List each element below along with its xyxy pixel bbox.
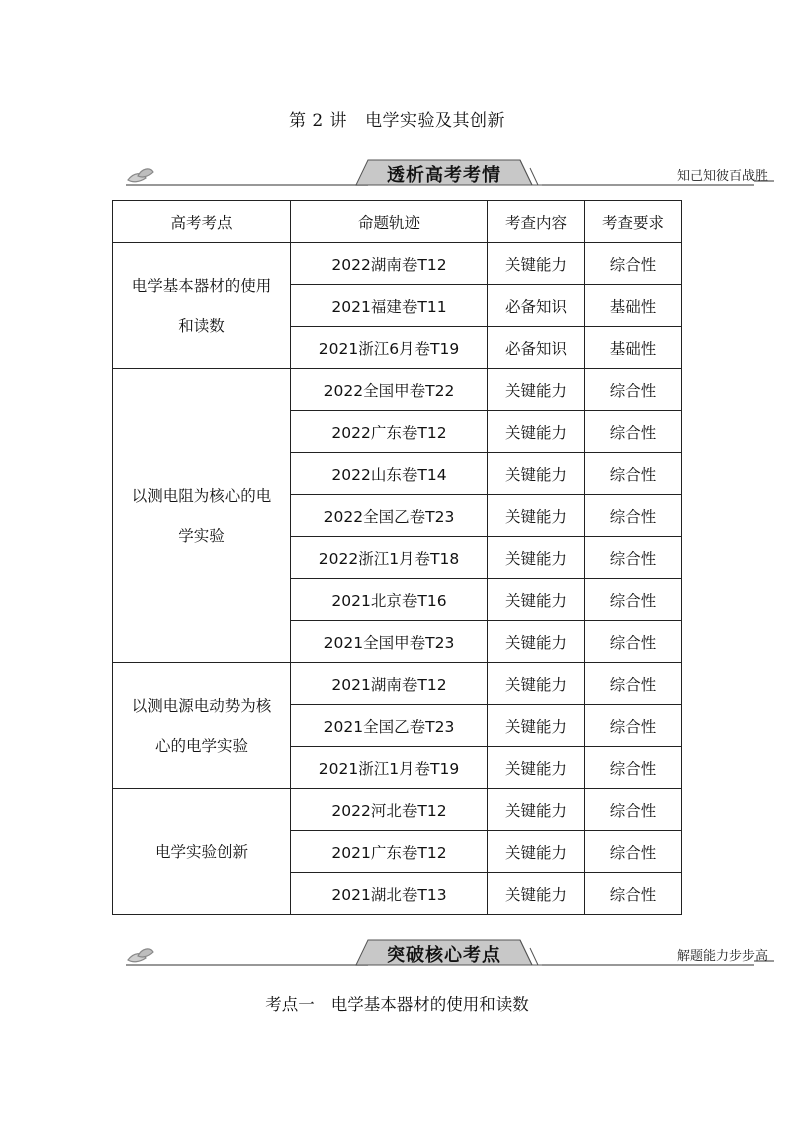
content-cell: 关键能力: [488, 831, 585, 873]
table-row: [113, 369, 682, 411]
track-cell: 2021浙江6月卷T19: [291, 327, 488, 369]
table-row: [113, 663, 682, 705]
table-header-row: [113, 201, 682, 243]
content-cell: 必备知识: [488, 327, 585, 369]
content-cell: 关键能力: [488, 747, 585, 789]
column-header: 考查要求: [585, 201, 682, 243]
content-cell: 关键能力: [488, 243, 585, 285]
content-cell: 关键能力: [488, 789, 585, 831]
column-header: 命题轨迹: [291, 201, 488, 243]
column-header: 高考考点: [113, 201, 291, 243]
track-cell: 2021福建卷T11: [291, 285, 488, 327]
track-cell: 2022全国甲卷T22: [291, 369, 488, 411]
content-cell: 关键能力: [488, 369, 585, 411]
requirement-cell: 综合性: [585, 453, 682, 495]
requirement-cell: 综合性: [585, 579, 682, 621]
track-cell: 2021北京卷T16: [291, 579, 488, 621]
content-cell: 关键能力: [488, 453, 585, 495]
content-cell: 关键能力: [488, 663, 585, 705]
requirement-cell: 综合性: [585, 369, 682, 411]
table-row: [113, 243, 682, 285]
exam-point-cell: 以测电源电动势为核心的电学实验: [113, 663, 291, 789]
content-cell: 关键能力: [488, 705, 585, 747]
track-cell: 2022河北卷T12: [291, 789, 488, 831]
track-cell: 2022浙江1月卷T18: [291, 537, 488, 579]
banner-title: 透析高考考情: [387, 165, 501, 186]
requirement-cell: 综合性: [585, 411, 682, 453]
exam-point-cell: 电学实验创新: [113, 789, 291, 915]
banner-core-points: [122, 938, 774, 968]
banner-slogan: 解题能力步步高: [676, 949, 768, 964]
requirement-cell: 综合性: [585, 873, 682, 915]
track-cell: 2021湖北卷T13: [291, 873, 488, 915]
track-cell: 2022广东卷T12: [291, 411, 488, 453]
leaf-icon: [128, 169, 153, 182]
table-row: [113, 789, 682, 831]
requirement-cell: 基础性: [585, 285, 682, 327]
track-cell: 2022全国乙卷T23: [291, 495, 488, 537]
track-cell: 2022湖南卷T12: [291, 243, 488, 285]
column-header: 考查内容: [488, 201, 585, 243]
requirement-cell: 综合性: [585, 243, 682, 285]
requirement-cell: 综合性: [585, 495, 682, 537]
exam-point-cell: 以测电阻为核心的电学实验: [113, 369, 291, 663]
exam-point-cell: 电学基本器材的使用和读数: [113, 243, 291, 369]
banner-exam-analysis: [122, 158, 774, 188]
requirement-cell: 综合性: [585, 789, 682, 831]
content-cell: 关键能力: [488, 873, 585, 915]
section-number: 考点一: [265, 995, 315, 1014]
banner-title: 突破核心考点: [387, 945, 501, 966]
requirement-cell: 综合性: [585, 831, 682, 873]
track-cell: 2021全国乙卷T23: [291, 705, 488, 747]
track-cell: 2021广东卷T12: [291, 831, 488, 873]
leaf-icon: [128, 949, 153, 962]
requirement-cell: 基础性: [585, 327, 682, 369]
requirement-cell: 综合性: [585, 663, 682, 705]
content-cell: 关键能力: [488, 411, 585, 453]
content-cell: 关键能力: [488, 495, 585, 537]
exam-analysis-table: [112, 200, 682, 915]
content-cell: 关键能力: [488, 579, 585, 621]
content-cell: 必备知识: [488, 285, 585, 327]
requirement-cell: 综合性: [585, 705, 682, 747]
lecture-number: 第 2 讲: [288, 111, 348, 131]
banner-slogan: 知己知彼百战胜: [676, 169, 768, 184]
track-cell: 2021湖南卷T12: [291, 663, 488, 705]
lecture-title: [0, 106, 794, 131]
lecture-name: 电学实验及其创新: [365, 111, 506, 131]
requirement-cell: 综合性: [585, 621, 682, 663]
track-cell: 2021全国甲卷T23: [291, 621, 488, 663]
content-cell: 关键能力: [488, 537, 585, 579]
requirement-cell: 综合性: [585, 747, 682, 789]
section-title: [0, 991, 794, 1015]
section-name: 电学基本器材的使用和读数: [330, 995, 529, 1014]
content-cell: 关键能力: [488, 621, 585, 663]
requirement-cell: 综合性: [585, 537, 682, 579]
track-cell: 2021浙江1月卷T19: [291, 747, 488, 789]
track-cell: 2022山东卷T14: [291, 453, 488, 495]
